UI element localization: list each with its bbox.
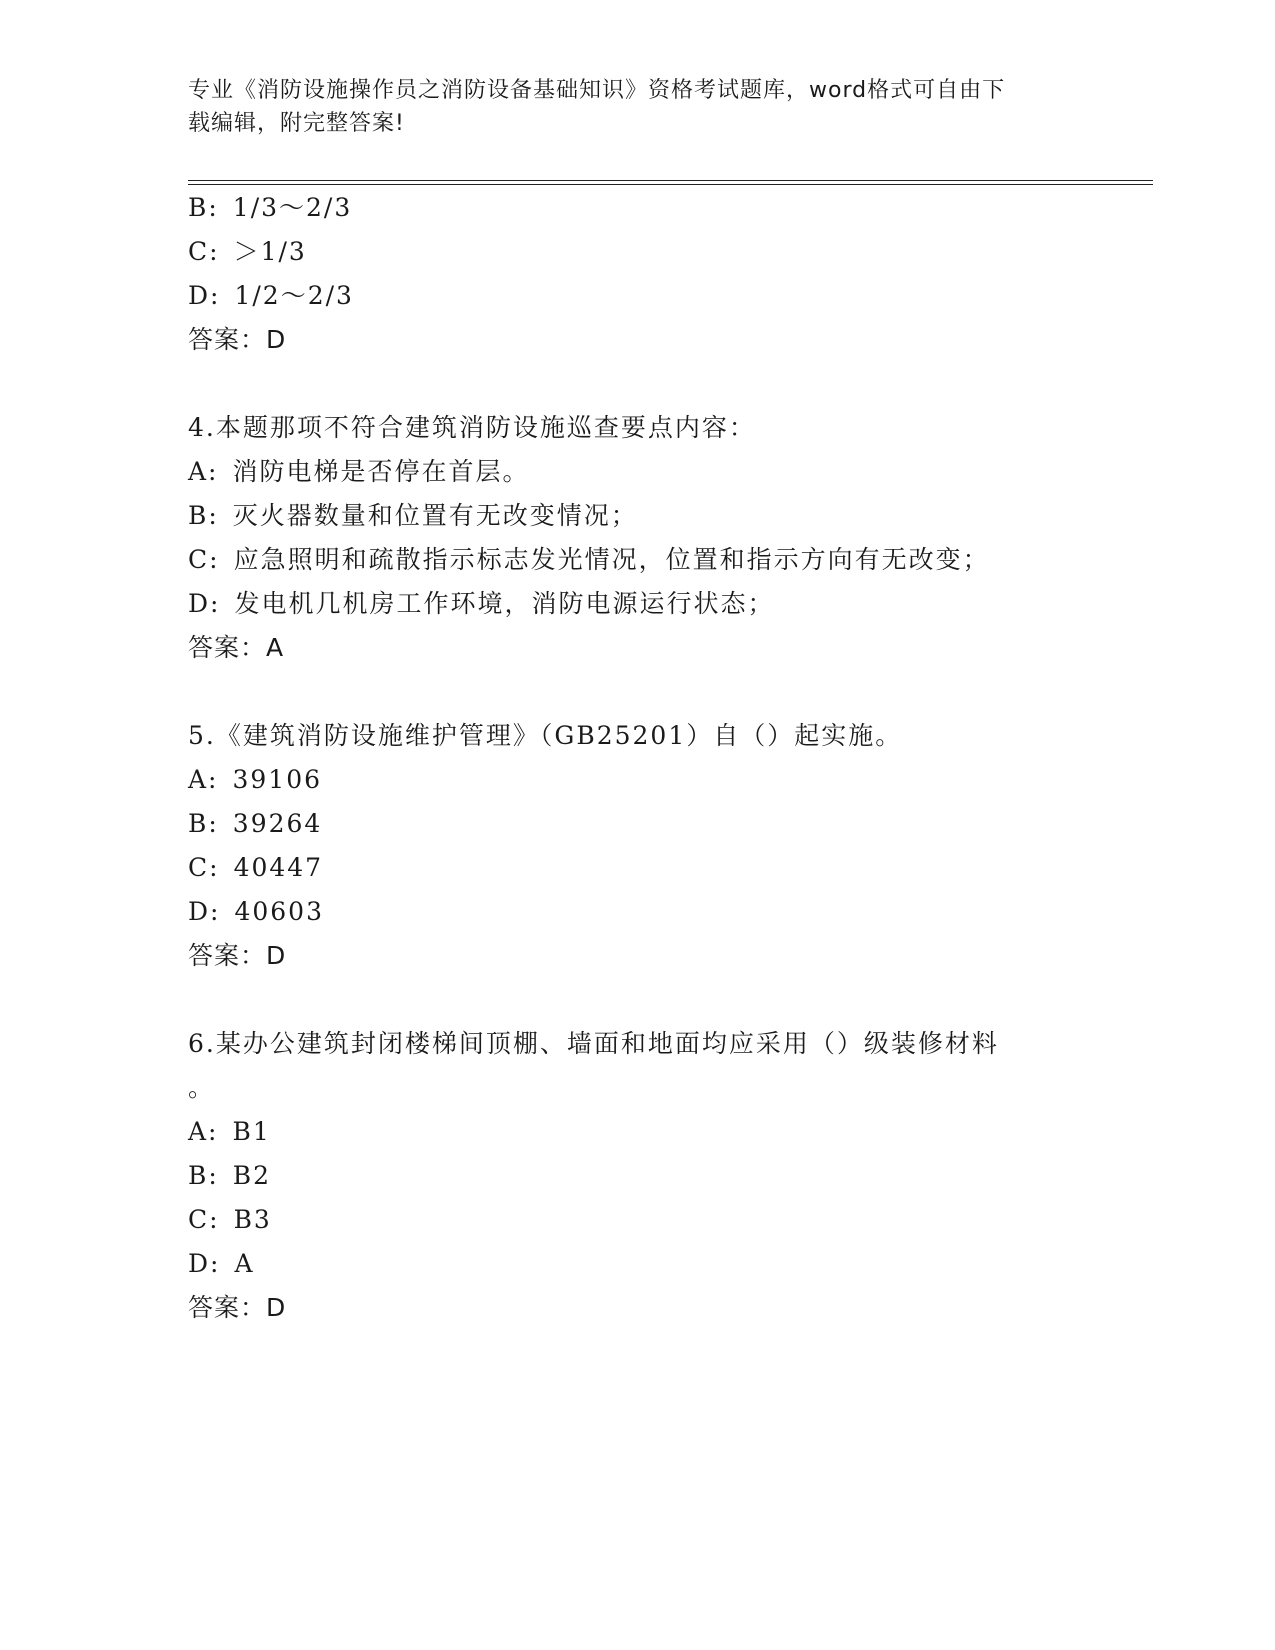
q5-option-a <box>188 765 322 795</box>
option-label: B: <box>188 193 219 222</box>
q6-stem: 6.某办公建筑封闭楼梯间顶棚、墙面和地面均应采用（）级装修材料 <box>188 1029 999 1058</box>
q5-option-c <box>188 853 323 883</box>
option-text: 39264 <box>232 809 323 838</box>
option-label: C: <box>188 545 220 574</box>
option-label: C: <box>188 853 220 882</box>
option-text: B1 <box>232 1117 271 1146</box>
q6-option-b <box>188 1161 271 1191</box>
option-text: 40447 <box>233 853 324 882</box>
option-label: C: <box>188 237 220 266</box>
option-label: D: <box>188 281 221 310</box>
q3-option-c <box>188 237 307 267</box>
header-divider-bottom <box>188 184 1153 185</box>
q5-option-b <box>188 809 322 839</box>
option-text: 39106 <box>232 765 323 794</box>
q5-answer: 答案：D <box>188 941 287 970</box>
q6-answer: 答案：D <box>188 1293 287 1322</box>
q3-option-d <box>188 281 354 311</box>
option-text: 应急照明和疏散指示标志发光情况，位置和指示方向有无改变； <box>233 545 990 574</box>
document-header <box>188 74 1088 140</box>
header-line-2: 载编辑，附完整答案! <box>188 111 405 136</box>
q4-option-d <box>188 589 774 619</box>
option-text: 1/2～2/3 <box>234 281 354 310</box>
option-label: D: <box>188 1249 221 1278</box>
option-label: B: <box>188 1161 219 1190</box>
q5-option-d <box>188 897 324 927</box>
q4-answer: 答案：A <box>188 633 285 662</box>
option-label: B: <box>188 809 219 838</box>
q6-option-c <box>188 1205 272 1235</box>
q5-stem: 5.《建筑消防设施维护管理》（GB25201）自（）起实施。 <box>188 721 903 750</box>
q3-option-b <box>188 193 352 223</box>
option-text: B3 <box>233 1205 272 1234</box>
option-text: ＞1/3 <box>233 237 307 266</box>
option-label: B: <box>188 501 219 530</box>
option-label: A: <box>188 1117 219 1146</box>
q4-stem: 4.本题那项不符合建筑消防设施巡查要点内容： <box>188 413 756 442</box>
q4-option-c <box>188 545 990 575</box>
option-text: 发电机几机房工作环境，消防电源运行状态； <box>234 589 775 618</box>
q3-answer: 答案：D <box>188 325 287 354</box>
q4-option-a <box>188 457 530 487</box>
header-divider-top <box>188 180 1153 181</box>
q6-stem-continuation: 。 <box>188 1073 216 1102</box>
q6-option-a <box>188 1117 271 1147</box>
header-line-1: 专业《消防设施操作员之消防设备基础知识》资格考试题库，word格式可自由下 <box>188 78 1006 103</box>
option-text: 消防电梯是否停在首层。 <box>232 457 530 486</box>
option-label: D: <box>188 589 221 618</box>
option-label: D: <box>188 897 221 926</box>
option-text: B2 <box>232 1161 272 1190</box>
q4-option-b <box>188 501 638 531</box>
option-text: 1/3～2/3 <box>232 193 353 222</box>
option-label: C: <box>188 1205 220 1234</box>
option-text: A <box>234 1249 255 1278</box>
option-label: A: <box>188 765 219 794</box>
q6-option-d <box>188 1249 255 1279</box>
option-text: 灭火器数量和位置有无改变情况； <box>232 501 638 530</box>
option-text: 40603 <box>234 897 324 926</box>
option-label: A: <box>188 457 219 486</box>
